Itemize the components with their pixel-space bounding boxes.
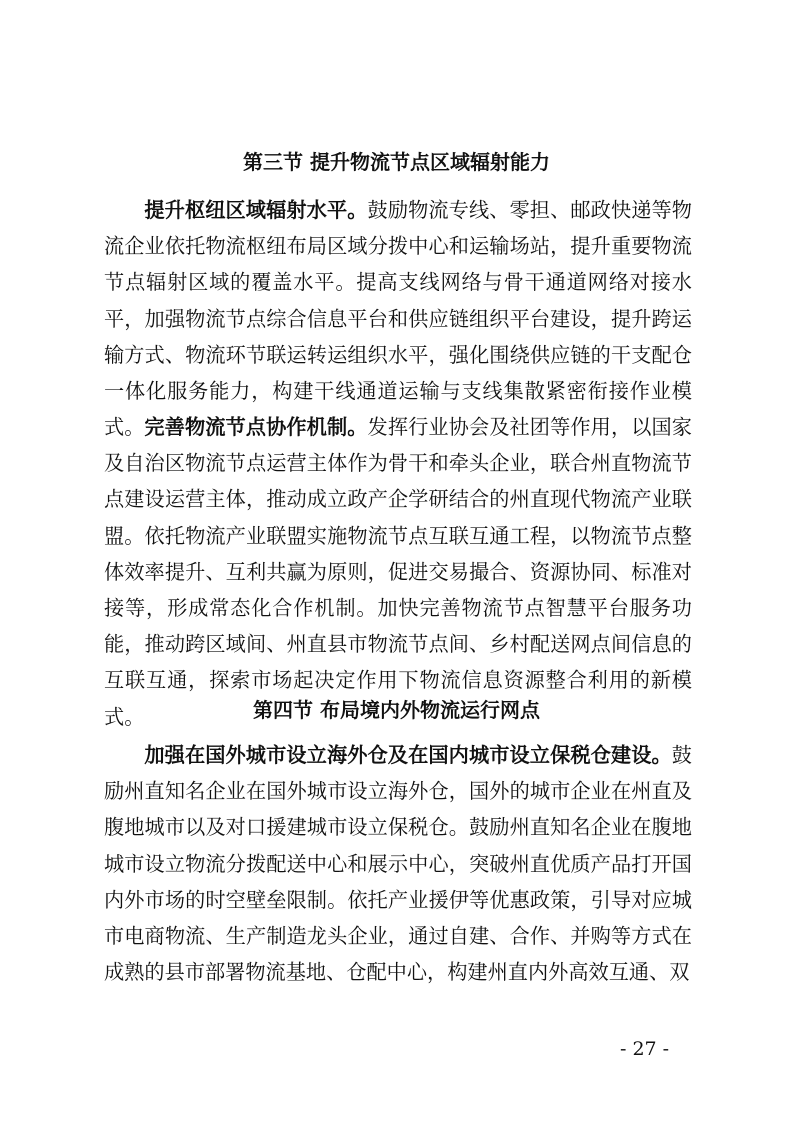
section-3-heading: 第三节 提升物流节点区域辐射能力 [243, 150, 550, 174]
paragraph-body: 鼓励州直知名企业在国外城市设立海外仓，国外的城市企业在州直及腹地城市以及对口援建城市设立保税仓。鼓励州直知名企业在腹地城市设立物流分拨配送中心和展示中心，突破州直优质产品打开国内外市场的时空壁垒限制。依托产业援伊等优惠政策，引导对应城市电商物流、生产制造龙头企业，通过自建、合作、并购等方式在成熟的县市部署物流基地、仓配中心，构建州直内外高效互通、双 [104, 743, 692, 985]
paragraph-lead-title: 提升枢纽区域辐射水平。 [144, 198, 368, 222]
paragraph-lead-title: 完善物流节点协作机制。 [144, 415, 368, 439]
paragraph-lead-title: 加强在国外城市设立海外仓及在国内城市设立保税仓建设。 [144, 743, 672, 767]
section-4-heading: 第四节 布局境内外物流运行网点 [253, 698, 540, 722]
section-3-paragraph-2 [104, 409, 692, 735]
page-number: - 27 - [620, 1038, 670, 1060]
section-4-paragraph-1 [104, 737, 692, 990]
paragraph-body: 鼓励物流专线、零担、邮政快递等物流企业依托物流枢纽布局区域分拨中心和运输场站，提升重要物流节点辐射区域的覆盖水平。提高支线网络与骨干通道网络对接水平，加强物流节点综合信息平台和供应链组织平台建设，提升跨运输方式、物流环节联运转运组织水平，强化围绕供应链的干支配仓一体化服务能力，构建干线通道运输与支线集散紧密衔接作业模式。 [104, 198, 692, 440]
paragraph-body: 发挥行业协会及社团等作用，以国家及自治区物流节点运营主体作为骨干和牵头企业，联合州直物流节点建设运营主体，推动成立政产企学研结合的州直现代物流产业联盟。依托物流产业联盟实施物流节点互联互通工程，以物流节点整体效率提升、互利共赢为原则，促进交易撮合、资源协同、标准对接等，形成常态化合作机制。加快完善物流节点智慧平台服务功能，推动跨区域间、州直县市物流节点间、乡村配送网点间信息的互联互通，探索市场起决定作用下物流信息资源整合利用的新模式。 [104, 415, 692, 729]
section-3-paragraph-1 [104, 192, 692, 445]
